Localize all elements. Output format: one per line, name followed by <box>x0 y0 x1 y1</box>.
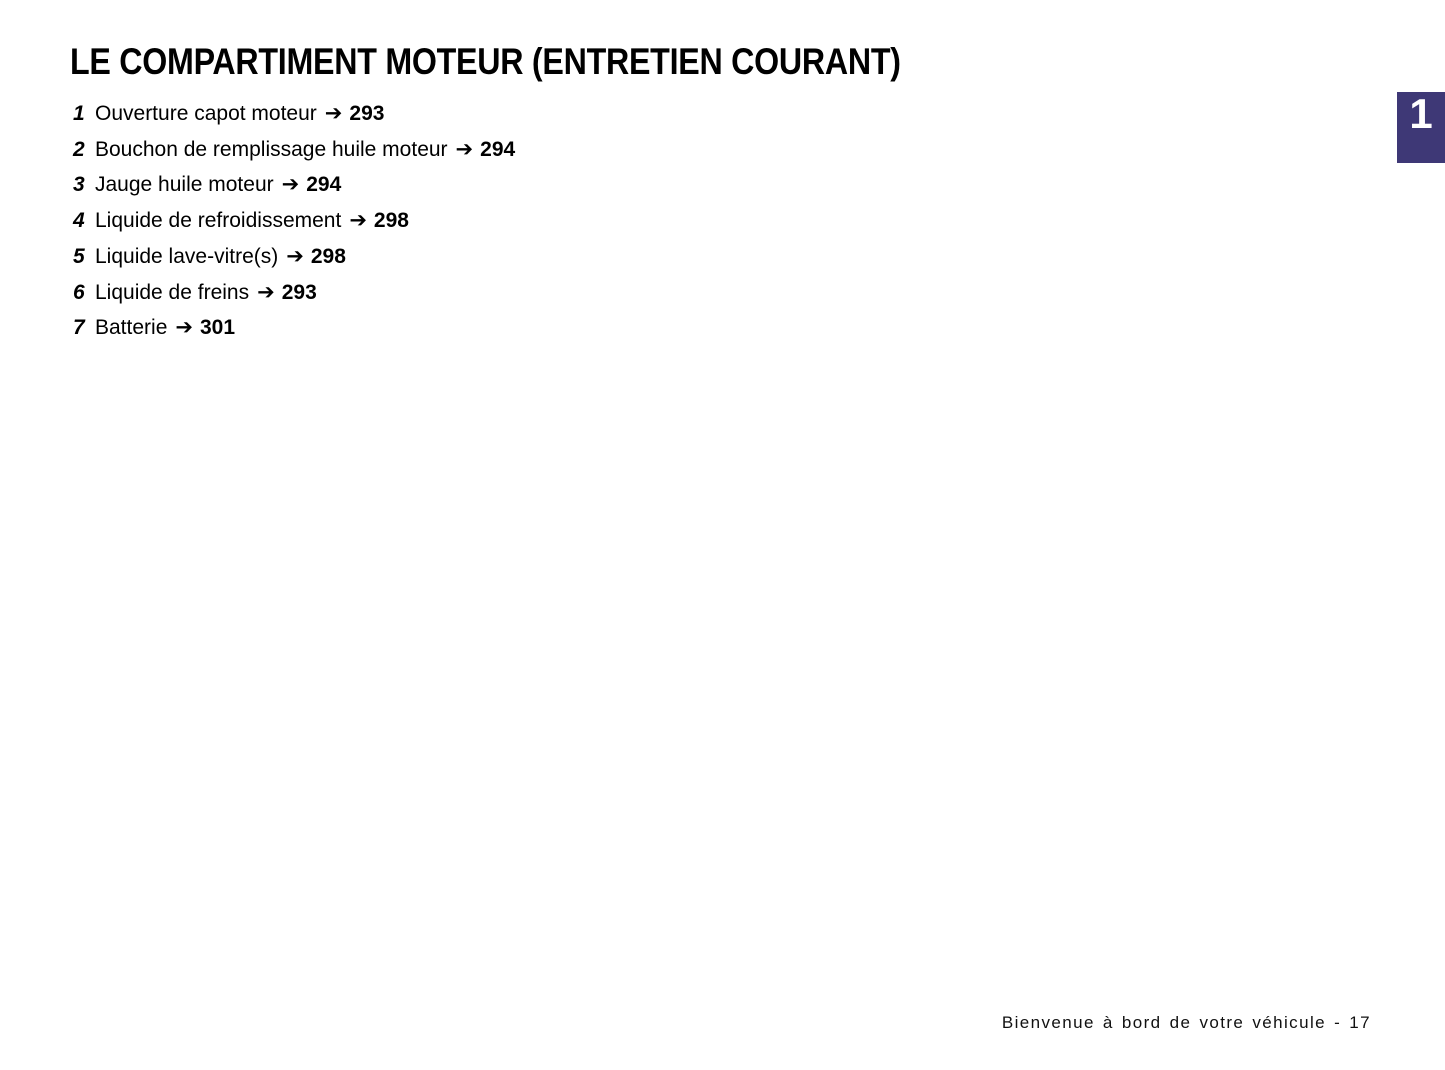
item-number: 2 <box>73 137 85 161</box>
legend-item <box>73 310 515 346</box>
item-label: Jauge huile moteur <box>95 173 274 197</box>
arrow-icon: ➔ <box>324 101 343 125</box>
item-page-ref: 293 <box>349 102 385 125</box>
item-page-ref: 294 <box>306 173 342 197</box>
chapter-number: 1 <box>1409 90 1433 137</box>
item-label: Bouchon de remplissage huile moteur <box>95 137 448 161</box>
item-number: 5 <box>73 244 85 268</box>
item-number: 3 <box>73 173 85 197</box>
arrow-icon: ➔ <box>175 315 193 340</box>
footer-text: Bienvenue à bord de votre véhicule - 17 <box>1001 1013 1371 1032</box>
item-page-ref: 298 <box>373 209 409 233</box>
legend-item <box>73 239 515 275</box>
arrow-icon: ➔ <box>286 243 304 268</box>
item-label: Ouverture capot moteur <box>95 102 317 125</box>
item-label: Liquide de refroidissement <box>95 209 342 233</box>
page-title: LE COMPARTIMENT MOTEUR (ENTRETIEN COURANT) <box>70 41 901 82</box>
item-page-ref: 294 <box>480 137 516 161</box>
item-page-ref: 293 <box>281 280 317 304</box>
arrow-icon: ➔ <box>281 172 300 197</box>
item-number: 1 <box>73 102 85 125</box>
item-number: 7 <box>73 316 85 340</box>
chapter-tab <box>1397 92 1445 163</box>
item-page-ref: 298 <box>310 244 346 268</box>
legend-item <box>73 96 515 132</box>
item-label: Liquide lave-vitre(s) <box>95 244 279 268</box>
legend-item <box>73 203 515 239</box>
item-number: 6 <box>73 280 85 304</box>
item-number: 4 <box>73 209 85 233</box>
legend-item <box>73 275 515 311</box>
legend-item <box>73 167 515 203</box>
legend-list <box>73 96 515 346</box>
arrow-icon: ➔ <box>349 208 367 233</box>
item-page-ref: 301 <box>199 316 236 340</box>
item-label: Liquide de freins <box>95 280 250 304</box>
arrow-icon: ➔ <box>257 279 275 304</box>
arrow-icon: ➔ <box>455 136 474 161</box>
legend-item <box>73 132 515 168</box>
item-label: Batterie <box>95 316 168 340</box>
